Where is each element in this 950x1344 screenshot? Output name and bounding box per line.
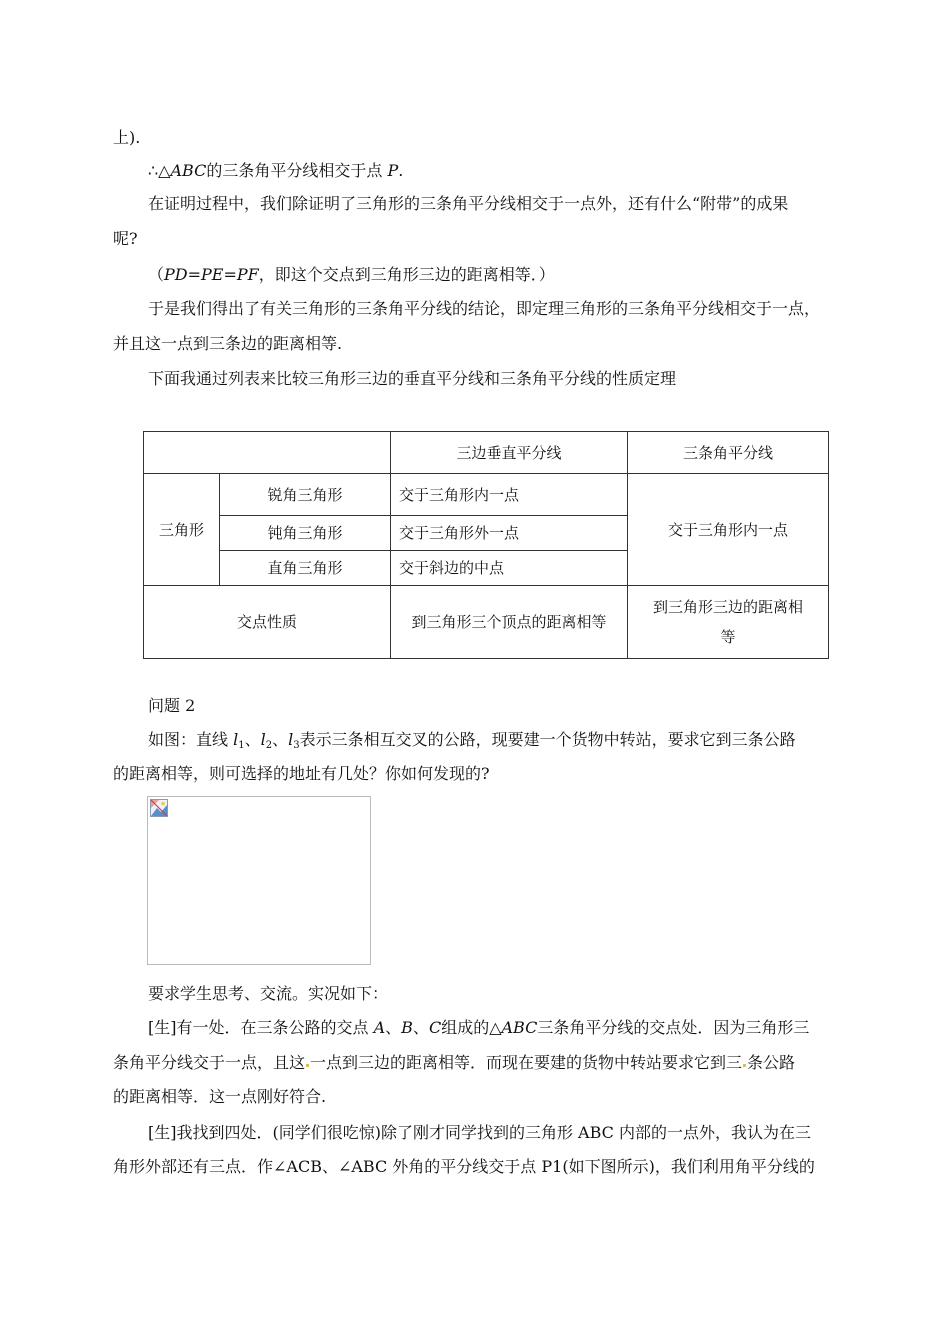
- triangle-abc-2: ABC: [501, 1018, 538, 1037]
- broken-image-icon: [150, 799, 168, 817]
- header-perpendicular-bisector: 三边垂直平分线: [391, 432, 628, 474]
- property-bisector-line2: 等: [720, 628, 736, 646]
- discussion-intro: 要求学生思考、交流。实况如下：: [148, 984, 389, 1003]
- header-angle-bisector: 三条角平分线: [628, 432, 829, 474]
- table-intro: 下面我通过列表来比较三角形三边的垂直平分线和三条角平分线的性质定理: [148, 369, 677, 388]
- question-line-2: 呢?: [113, 229, 138, 248]
- right-triangle-label: 直角三角形: [220, 551, 391, 586]
- answer-1-text-c: 三条角平分线的交点处．因为三角形三: [537, 1018, 810, 1037]
- answer-text: ，即这个交点到三角形三边的距离相等．）: [258, 265, 555, 284]
- right-perp-cell: 交于斜边的中点: [391, 551, 628, 586]
- point-b: B: [401, 1018, 413, 1037]
- point-a: A: [373, 1018, 386, 1037]
- answer-line: [148, 265, 555, 285]
- paragraph-continuation: 上).: [113, 128, 141, 147]
- bisector-intersection-cell: 交于三角形内一点: [628, 474, 829, 586]
- separator-2: 、: [272, 730, 289, 749]
- question-prefix: 如图：直线: [148, 730, 234, 749]
- therefore-symbol: ∴△: [148, 161, 171, 180]
- row-group-triangle: 三角形: [144, 474, 220, 586]
- edit-mark: [306, 1064, 309, 1067]
- table-row-acute: [144, 474, 829, 516]
- sub-1: 1: [238, 740, 245, 751]
- line-l2: l: [260, 730, 266, 749]
- answer-2-line-1: [生]我找到四处．(同学们很吃惊)除了刚才同学找到的三角形 ABC 内部的一点外，我认为在三: [148, 1123, 811, 1142]
- sub-3: 3: [293, 740, 300, 751]
- conclusion-line: [148, 161, 403, 181]
- obtuse-perp-cell: 交于三角形外一点: [391, 516, 628, 551]
- triangle-abc: ABC: [170, 161, 207, 180]
- answer-1-line-2: [113, 1053, 795, 1073]
- point-p: P: [387, 161, 399, 180]
- answer-2-line-2: 角形外部还有三点．作∠ACB、∠ABC 外角的平分线交于点 P1(如下图所示)，我们利用角平分线的: [113, 1157, 815, 1176]
- conclusion-text: 的三条角平分线相交于点: [206, 161, 388, 180]
- problem-2-question-line-1: [148, 730, 796, 756]
- answer-1-line-2c: 条公路: [747, 1053, 796, 1072]
- edit-mark: [743, 1064, 746, 1067]
- answer-1-line-2a: 条角平分线交于一点，且这: [113, 1053, 306, 1072]
- theorem-line-1: 于是我们得出了有关三角形的三条角平分线的结论，即定理三角形的三条角平分线相交于一点，: [148, 299, 821, 318]
- answer-1-line-1: [生]有一处．在三条公路的交点 A、B、C组成的△ABC三条角平分线的交点处．因为三角形三: [148, 1018, 810, 1037]
- acute-perp-cell: 交于三角形内一点: [391, 474, 628, 516]
- sub-2: 2: [265, 740, 273, 751]
- separator-1: 、: [244, 730, 261, 749]
- problem-2-title: 问题 2: [148, 696, 196, 715]
- property-bisector-cell: [628, 586, 829, 659]
- obtuse-triangle-label: 钝角三角形: [220, 516, 391, 551]
- answer-1-line-3: 的距离相等．这一点刚好符合.: [113, 1087, 327, 1106]
- line-l3: l: [288, 730, 294, 749]
- comparison-table: [143, 431, 829, 659]
- property-bisector-line1: 到三角形三边的距离相: [652, 598, 803, 616]
- question-rest: 表示三条相互交叉的公路，现要建一个货物中转站，要求它到三条公路: [299, 730, 796, 749]
- distance-equation: PD=PE=PF: [164, 265, 259, 284]
- open-paren: （: [148, 265, 165, 284]
- answer-1-text-a: [生]有一处．在三条公路的交点: [148, 1018, 374, 1037]
- answer-1-text-b: 组成的△: [441, 1018, 502, 1037]
- point-c: C: [428, 1018, 442, 1037]
- table-header-row: [144, 432, 829, 474]
- answer-1-line-2b: 一点到三边的距离相等．而现在要建的货物中转站要求它到三: [310, 1053, 743, 1072]
- figure-placeholder: [147, 796, 371, 965]
- acute-triangle-label: 锐角三角形: [220, 474, 391, 516]
- problem-2-question-line-2: 的距离相等，则可选择的地址有几处？你如何发现的?: [113, 764, 490, 783]
- header-empty-cell: [144, 432, 391, 474]
- line-l1: l: [233, 730, 239, 749]
- theorem-line-2: 并且这一点到三条边的距离相等.: [113, 334, 343, 353]
- period: .: [398, 161, 404, 180]
- table-row-property: [144, 586, 829, 659]
- property-label: 交点性质: [144, 586, 391, 659]
- property-perp-cell: 到三角形三个顶点的距离相等: [391, 586, 628, 659]
- question-line-1: 在证明过程中，我们除证明了三角形的三条角平分线相交于一点外，还有什么“附带”的成果: [148, 194, 789, 213]
